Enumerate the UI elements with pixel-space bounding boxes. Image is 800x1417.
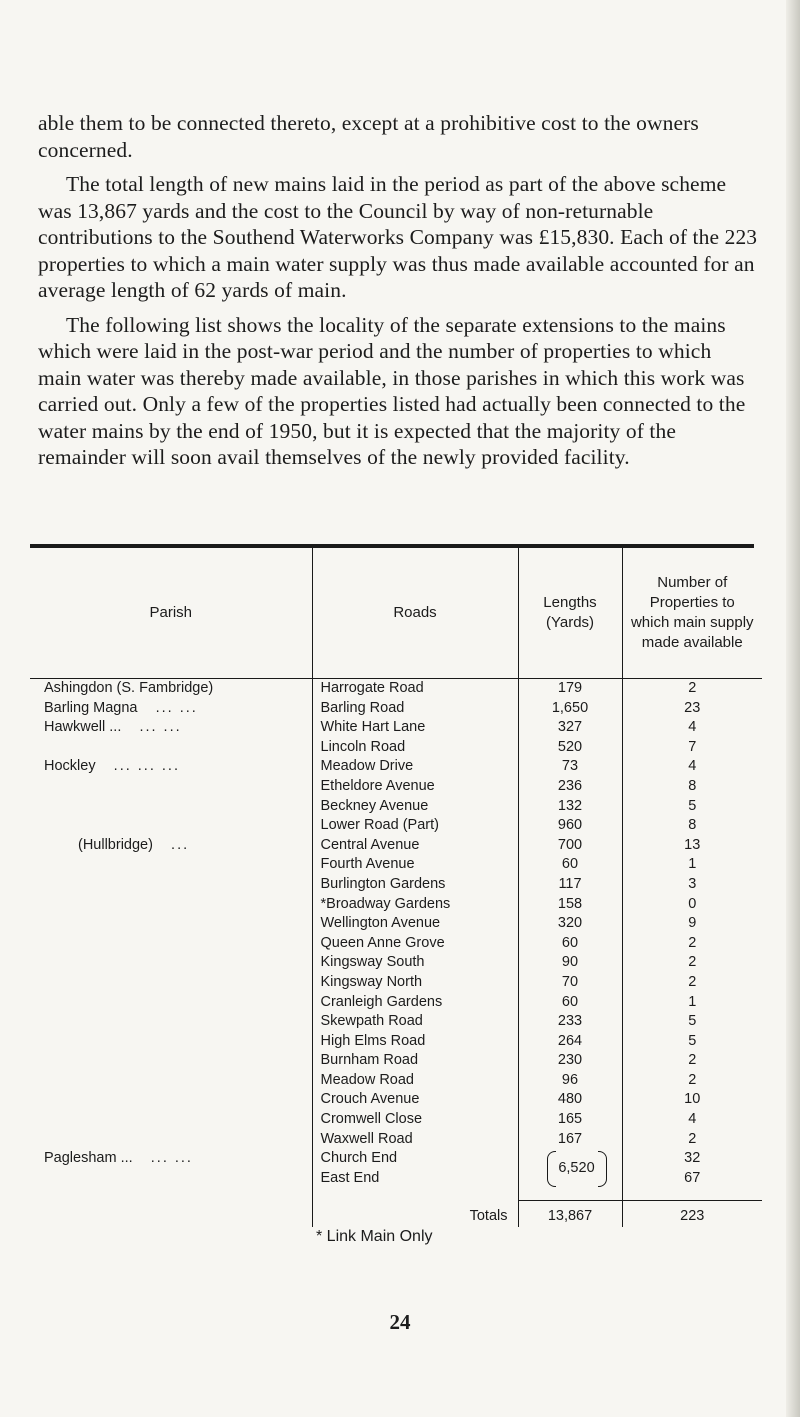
- footnote-blank: [30, 1227, 312, 1247]
- properties-cell: 4: [622, 1110, 762, 1130]
- parish-cell: [30, 1012, 312, 1032]
- table-row: [30, 914, 762, 934]
- road-cell: East End: [312, 1169, 518, 1189]
- properties-cell: 10: [622, 1090, 762, 1110]
- length-cell: 73: [518, 757, 622, 777]
- table-row: [30, 953, 762, 973]
- length-cell: 167: [518, 1130, 622, 1150]
- footnote-row: [30, 1227, 762, 1247]
- table-row: [30, 718, 762, 738]
- road-cell: High Elms Road: [312, 1032, 518, 1052]
- table-row: [30, 1090, 762, 1110]
- header-parish: Parish: [30, 548, 312, 679]
- table-row: [30, 1051, 762, 1071]
- totals-length: 13,867: [518, 1201, 622, 1227]
- length-cell: 96: [518, 1071, 622, 1091]
- properties-cell: 1: [622, 993, 762, 1013]
- road-cell: Church End: [312, 1149, 518, 1169]
- properties-cell: 7: [622, 738, 762, 758]
- road-cell: Central Avenue: [312, 836, 518, 856]
- header-lengths: Lengths (Yards): [518, 548, 622, 679]
- totals-label: Totals: [312, 1201, 518, 1227]
- parish-cell: [30, 777, 312, 797]
- length-cell: 480: [518, 1090, 622, 1110]
- parish-cell: [30, 797, 312, 817]
- paragraph-list-intro: The following list shows the locality of the separate extensions to the mains which were laid in the post-war period and the number of properties to which main water was thereby made available, in those parishes in which this work was carried out. Only a few of the properties listed had actually been connected to the water mains by the end of 1950, but it is expected that the majority of the remainder will soon avail themselves of the newly provided facility.: [38, 312, 746, 469]
- parish-name: Ashingdon (S. Fambridge): [44, 680, 214, 696]
- properties-cell: 67: [622, 1169, 762, 1189]
- table-row: [30, 1169, 762, 1189]
- road-cell: Kingsway South: [312, 953, 518, 973]
- road-cell: Beckney Avenue: [312, 797, 518, 817]
- properties-cell: 5: [622, 1012, 762, 1032]
- properties-cell: 2: [622, 1071, 762, 1091]
- parish-cell: [30, 1051, 312, 1071]
- totals-blank: [30, 1201, 312, 1227]
- table-row: [30, 895, 762, 915]
- parish-cell: [30, 1032, 312, 1052]
- parish-name: Hawkwell ...: [44, 719, 122, 736]
- table-row: [30, 836, 762, 856]
- properties-cell: 23: [622, 699, 762, 719]
- properties-cell: 2: [622, 973, 762, 993]
- paragraph-total-length: The total length of new mains laid in the period as part of the above scheme was 13,867 yards and the cost to the Council by way of non-returnable contributions to the Southend Waterworks Company was £15,830. Each of the 223 properties to which a main water supply was thus made available accounted for an average length of 62 yards of main.: [38, 172, 758, 302]
- length-cell: 236: [518, 777, 622, 797]
- properties-cell: 2: [622, 1130, 762, 1150]
- properties-cell: 1: [622, 855, 762, 875]
- parish-cell: [30, 757, 312, 777]
- road-cell: Skewpath Road: [312, 1012, 518, 1032]
- spacer-cell: [518, 1188, 622, 1201]
- length-cell: 70: [518, 973, 622, 993]
- combined-length-brace: 6,520: [547, 1151, 607, 1187]
- parish-cell: [30, 836, 312, 856]
- parish-cell: [30, 1090, 312, 1110]
- properties-cell: 3: [622, 875, 762, 895]
- table-row: [30, 1149, 762, 1169]
- leader-dots: ... ...: [132, 1150, 193, 1167]
- parish-cell: [30, 993, 312, 1013]
- parish-name: Hockley: [44, 758, 96, 775]
- table-row: [30, 1032, 762, 1052]
- footnote: * Link Main Only: [316, 1228, 433, 1246]
- table-row: [30, 816, 762, 836]
- length-cell: 60: [518, 855, 622, 875]
- table-row: [30, 699, 762, 719]
- table-row: [30, 1110, 762, 1130]
- header-properties: Number of Properties to which main supply made available: [622, 548, 762, 679]
- length-cell: 1,650: [518, 699, 622, 719]
- road-cell: Queen Anne Grove: [312, 934, 518, 954]
- road-cell: Harrogate Road: [312, 679, 518, 699]
- parish-cell: [30, 1110, 312, 1130]
- page-body: [38, 110, 758, 479]
- length-cell: 90: [518, 953, 622, 973]
- leader-dots: ...: [152, 836, 190, 853]
- road-cell: White Hart Lane: [312, 718, 518, 738]
- length-cell: 520: [518, 738, 622, 758]
- parish-name: Paglesham ...: [44, 1150, 133, 1167]
- parish-cell: [30, 1130, 312, 1150]
- length-cell: 233: [518, 1012, 622, 1032]
- length-cell: 117: [518, 875, 622, 895]
- spacer-cell: [30, 1188, 312, 1201]
- parish-cell: [30, 1071, 312, 1091]
- length-cell: 700: [518, 836, 622, 856]
- totals-row: [30, 1201, 762, 1227]
- length-cell: 264: [518, 1032, 622, 1052]
- parish-cell: [30, 855, 312, 875]
- road-cell: Burlington Gardens: [312, 875, 518, 895]
- parish-cell: [30, 895, 312, 915]
- table-row: [30, 1071, 762, 1091]
- parish-cell: [30, 875, 312, 895]
- length-cell: 60: [518, 993, 622, 1013]
- parish-cell: [30, 738, 312, 758]
- paragraph-continuation: able them to be connected thereto, except at a prohibitive cost to the owners concerned.: [38, 111, 699, 162]
- road-cell: Fourth Avenue: [312, 855, 518, 875]
- table-row: [30, 797, 762, 817]
- road-cell: Cranleigh Gardens: [312, 993, 518, 1013]
- mains-extension-table: [30, 544, 762, 1247]
- properties-cell: 9: [622, 914, 762, 934]
- table-row: [30, 875, 762, 895]
- spacer-cell: [312, 1188, 518, 1201]
- road-cell: Barling Road: [312, 699, 518, 719]
- road-cell: Meadow Drive: [312, 757, 518, 777]
- table-row: [30, 1130, 762, 1150]
- parish-cell: [30, 934, 312, 954]
- parish-cell: [30, 914, 312, 934]
- length-cell: 158: [518, 895, 622, 915]
- properties-cell: 2: [622, 1051, 762, 1071]
- parish-cell: [30, 816, 312, 836]
- table-row: [30, 679, 762, 699]
- length-cell: [518, 1149, 622, 1177]
- properties-cell: 32: [622, 1149, 762, 1169]
- properties-cell: 0: [622, 895, 762, 915]
- parish-cell: [30, 953, 312, 973]
- length-cell: 179: [518, 679, 622, 699]
- length-cell: 320: [518, 914, 622, 934]
- properties-cell: 4: [622, 718, 762, 738]
- table-row: [30, 757, 762, 777]
- table-row: [30, 855, 762, 875]
- properties-cell: 2: [622, 934, 762, 954]
- table-row: [30, 993, 762, 1013]
- totals-properties: 223: [622, 1201, 762, 1227]
- extensions-table: [30, 548, 762, 1247]
- road-cell: Lower Road (Part): [312, 816, 518, 836]
- properties-cell: 2: [622, 679, 762, 699]
- parish-cell: [30, 1169, 312, 1189]
- parish-cell: [30, 699, 312, 719]
- road-cell: Lincoln Road: [312, 738, 518, 758]
- length-cell: 60: [518, 934, 622, 954]
- length-cell: 165: [518, 1110, 622, 1130]
- page-edge-shadow: [786, 0, 800, 1417]
- leader-dots: ... ... ...: [95, 758, 180, 775]
- road-cell: Burnham Road: [312, 1051, 518, 1071]
- spacer-row: [30, 1188, 762, 1201]
- table-row: [30, 973, 762, 993]
- leader-dots: ... ...: [137, 699, 198, 716]
- road-cell: Meadow Road: [312, 1071, 518, 1091]
- properties-cell: 4: [622, 757, 762, 777]
- length-cell: 327: [518, 718, 622, 738]
- properties-cell: 8: [622, 777, 762, 797]
- parish-cell: [30, 679, 312, 699]
- road-cell: *Broadway Gardens: [312, 895, 518, 915]
- properties-cell: 2: [622, 953, 762, 973]
- page-number: 24: [389, 1310, 411, 1334]
- properties-cell: 13: [622, 836, 762, 856]
- table-row: [30, 934, 762, 954]
- table-row: [30, 777, 762, 797]
- parish-cell: [30, 1149, 312, 1169]
- properties-cell: 5: [622, 797, 762, 817]
- length-cell: [518, 1169, 622, 1189]
- properties-cell: 8: [622, 816, 762, 836]
- parish-name: Barling Magna: [44, 699, 138, 716]
- header-roads: Roads: [312, 548, 518, 679]
- road-cell: Waxwell Road: [312, 1130, 518, 1150]
- properties-cell: 5: [622, 1032, 762, 1052]
- parish-cell: [30, 973, 312, 993]
- road-cell: Cromwell Close: [312, 1110, 518, 1130]
- leader-dots: ... ...: [121, 719, 182, 736]
- parish-name: (Hullbridge): [78, 836, 153, 853]
- length-cell: 230: [518, 1051, 622, 1071]
- table-row: [30, 738, 762, 758]
- length-cell: 132: [518, 797, 622, 817]
- road-cell: Kingsway North: [312, 973, 518, 993]
- road-cell: Wellington Avenue: [312, 914, 518, 934]
- spacer-cell: [622, 1188, 762, 1201]
- road-cell: Crouch Avenue: [312, 1090, 518, 1110]
- parish-cell: [30, 718, 312, 738]
- table-row: [30, 1012, 762, 1032]
- length-cell: 960: [518, 816, 622, 836]
- road-cell: Etheldore Avenue: [312, 777, 518, 797]
